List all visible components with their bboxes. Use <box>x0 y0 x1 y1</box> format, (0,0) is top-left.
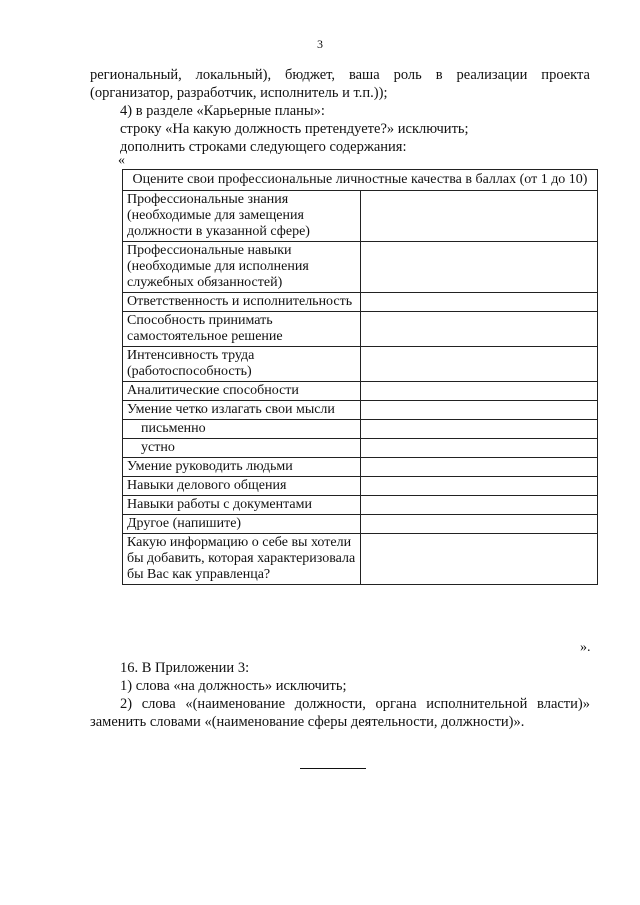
quality-label: Ответственность и исполнительность <box>123 293 361 312</box>
section4-add-line: дополнить строками следующего содержания: <box>120 139 407 155</box>
score-cell[interactable] <box>360 477 598 496</box>
table-row <box>123 382 598 401</box>
table-row <box>123 293 598 312</box>
table-row <box>123 439 598 458</box>
table-header-row <box>123 170 598 191</box>
quote-open: « <box>118 153 125 168</box>
intro-line-2: (организатор, разработчик, исполнитель и т.п.)); <box>90 85 388 101</box>
score-cell[interactable] <box>360 191 598 242</box>
qualities-table <box>122 169 598 585</box>
score-cell[interactable] <box>360 534 598 585</box>
quality-label: Навыки работы с документами <box>123 496 361 515</box>
table-row <box>123 401 598 420</box>
score-cell[interactable] <box>360 401 598 420</box>
table-row <box>123 534 598 585</box>
section16-heading: 16. В Приложении 3: <box>120 660 250 676</box>
quality-label: Навыки делового общения <box>123 477 361 496</box>
score-cell[interactable] <box>360 347 598 382</box>
quality-label: Умение четко излагать свои мысли <box>123 401 361 420</box>
quality-label: Другое (напишите) <box>123 515 361 534</box>
section16-item1: 1) слова «на должность» исключить; <box>120 678 347 694</box>
quality-label: Интенсивность труда (работоспособность) <box>123 347 361 382</box>
score-cell[interactable] <box>360 312 598 347</box>
table-header: Оцените свои профессиональные личностные качества в баллах (от 1 до 10) <box>123 170 598 191</box>
section4-remove-line: строку «На какую должность претендуете?» исключить; <box>120 121 469 137</box>
quality-label: устно <box>123 439 361 458</box>
table-row <box>123 458 598 477</box>
quality-label: Какую информацию о себе вы хотели бы добавить, которая характеризовала бы Вас как управленца? <box>123 534 361 585</box>
quality-label: Профессиональные навыки (необходимые для исполнения служебных обязанностей) <box>123 242 361 293</box>
quality-label: Способность принимать самостоятельное решение <box>123 312 361 347</box>
score-cell[interactable] <box>360 515 598 534</box>
score-cell[interactable] <box>360 458 598 477</box>
section16-item2-line2: заменить словами «(наименование сферы деятельности, должности)». <box>90 714 525 730</box>
closing-dash <box>300 768 366 769</box>
score-cell[interactable] <box>360 439 598 458</box>
section4-heading: 4) в разделе «Карьерные планы»: <box>120 103 325 119</box>
quality-label: Умение руководить людьми <box>123 458 361 477</box>
score-cell[interactable] <box>360 420 598 439</box>
page-number: 3 <box>317 37 323 51</box>
section16-item2-line1: 2) слова «(наименование должности, органа исполнительной власти)» <box>120 696 590 712</box>
quality-label: письменно <box>123 420 361 439</box>
score-cell[interactable] <box>360 242 598 293</box>
score-cell[interactable] <box>360 382 598 401</box>
table-row <box>123 477 598 496</box>
quality-label: Аналитические способности <box>123 382 361 401</box>
table-row <box>123 496 598 515</box>
quote-close: ». <box>580 640 591 655</box>
table-row <box>123 191 598 242</box>
score-cell[interactable] <box>360 293 598 312</box>
table-row <box>123 347 598 382</box>
table-row <box>123 515 598 534</box>
quality-label: Профессиональные знания (необходимые для замещения должности в указанной сфере) <box>123 191 361 242</box>
table-row <box>123 242 598 293</box>
score-cell[interactable] <box>360 496 598 515</box>
table-row <box>123 420 598 439</box>
intro-line-1: региональный, локальный), бюджет, ваша роль в реализации проекта <box>90 67 590 83</box>
table-row <box>123 312 598 347</box>
